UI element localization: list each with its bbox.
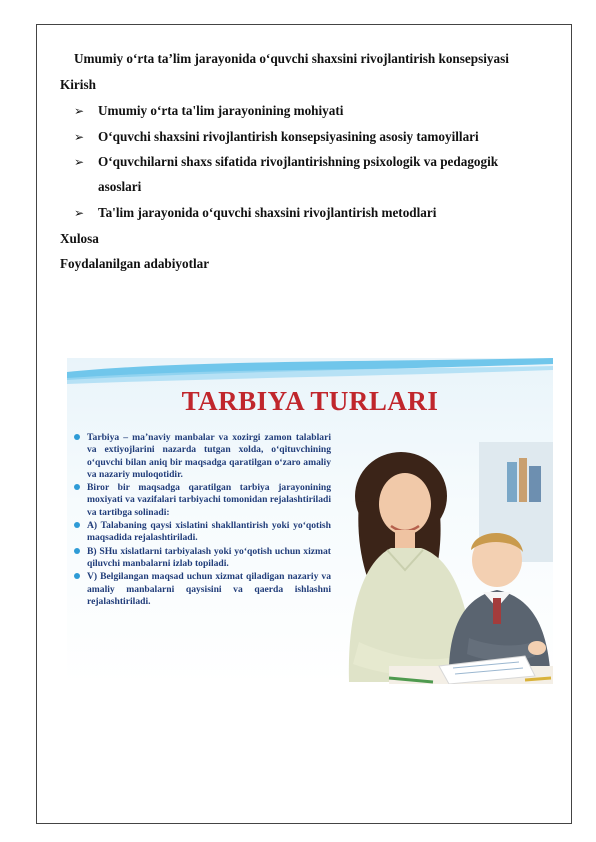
document-title: Umumiy o‘rta ta’lim jarayonida o‘quvchi shaxsini rivojlantirish konsepsiyasi [74, 51, 509, 66]
outline-item-label: Umumiy o‘rta ta'lim jarayonining mohiyati [98, 103, 344, 118]
poster-list-item: V) Belgilangan maqsad uchun xizmat qiladigan nazariy va amaliy manbalarni qaysisini va qaerda ishlashni rejalashtiriladi. [73, 571, 331, 608]
bullet-dot-icon [74, 434, 80, 440]
outline-item-3 [74, 154, 498, 170]
arrow-bullet-icon: ➢ [74, 155, 85, 169]
bullet-dot-icon [74, 548, 80, 554]
bullet-dot-icon [74, 522, 80, 528]
outline-item-label: O‘quvchilarni shaxs sifatida rivojlantirishning psixologik va pedagogik [98, 154, 499, 169]
poster-title: TARBIYA TURLARI [181, 386, 439, 416]
outline-item-4 [74, 205, 436, 221]
arrow-bullet-icon: ➢ [74, 130, 85, 144]
teacher-and-student-illustration [329, 442, 553, 684]
poster-top-swoosh [67, 358, 553, 388]
arrow-bullet-icon: ➢ [74, 104, 85, 118]
poster-list-item: B) SHu xislatlarni tarbiyalash yoki yo‘qotish uchun xizmat qiluvchi manbalarni izlab topiladi. [73, 546, 331, 571]
outline-item-label: Ta'lim jarayonida o‘quvchi shaxsini rivojlantirish metodlari [98, 205, 437, 220]
poster-list-item: Biror bir maqsadga qaratilgan tarbiya jarayonining moxiyati va vazifalari tarbiyachi tomonidan rejalashtiriladi va tartibga solinadi: [73, 482, 331, 519]
outline-item-2 [74, 129, 479, 145]
section-conclusion: Xulosa [60, 231, 99, 246]
section-references: Foydalanilgan adabiyotlar [60, 256, 210, 271]
outline-item-label: O‘quvchi shaxsini rivojlantirish konsepsiyasining asosiy tamoyillari [98, 129, 479, 144]
section-intro: Kirish [60, 77, 96, 92]
poster-list-item: Tarbiya – ma’naviy manbalar va xozirgi zamon talablari va extiyojlarini nazarda tutgan xolda, o‘qituvchining o‘quvchi bilan aniq bir maqsadga qaratilgan o‘zaro amaliy va nazariy muloqotidir. [73, 432, 331, 481]
poster-image [67, 358, 553, 684]
outline-item-3-continuation: asoslari [98, 179, 142, 194]
poster-text-list [73, 432, 331, 609]
outline-item-1 [74, 103, 343, 119]
bullet-dot-icon [74, 484, 80, 490]
poster-list-item: A) Talabaning qaysi xislatini shakllantirish yoki yo‘qotish maqsadida rejalashtiriladi. [73, 520, 331, 545]
arrow-bullet-icon: ➢ [74, 206, 85, 220]
bullet-dot-icon [74, 573, 80, 579]
